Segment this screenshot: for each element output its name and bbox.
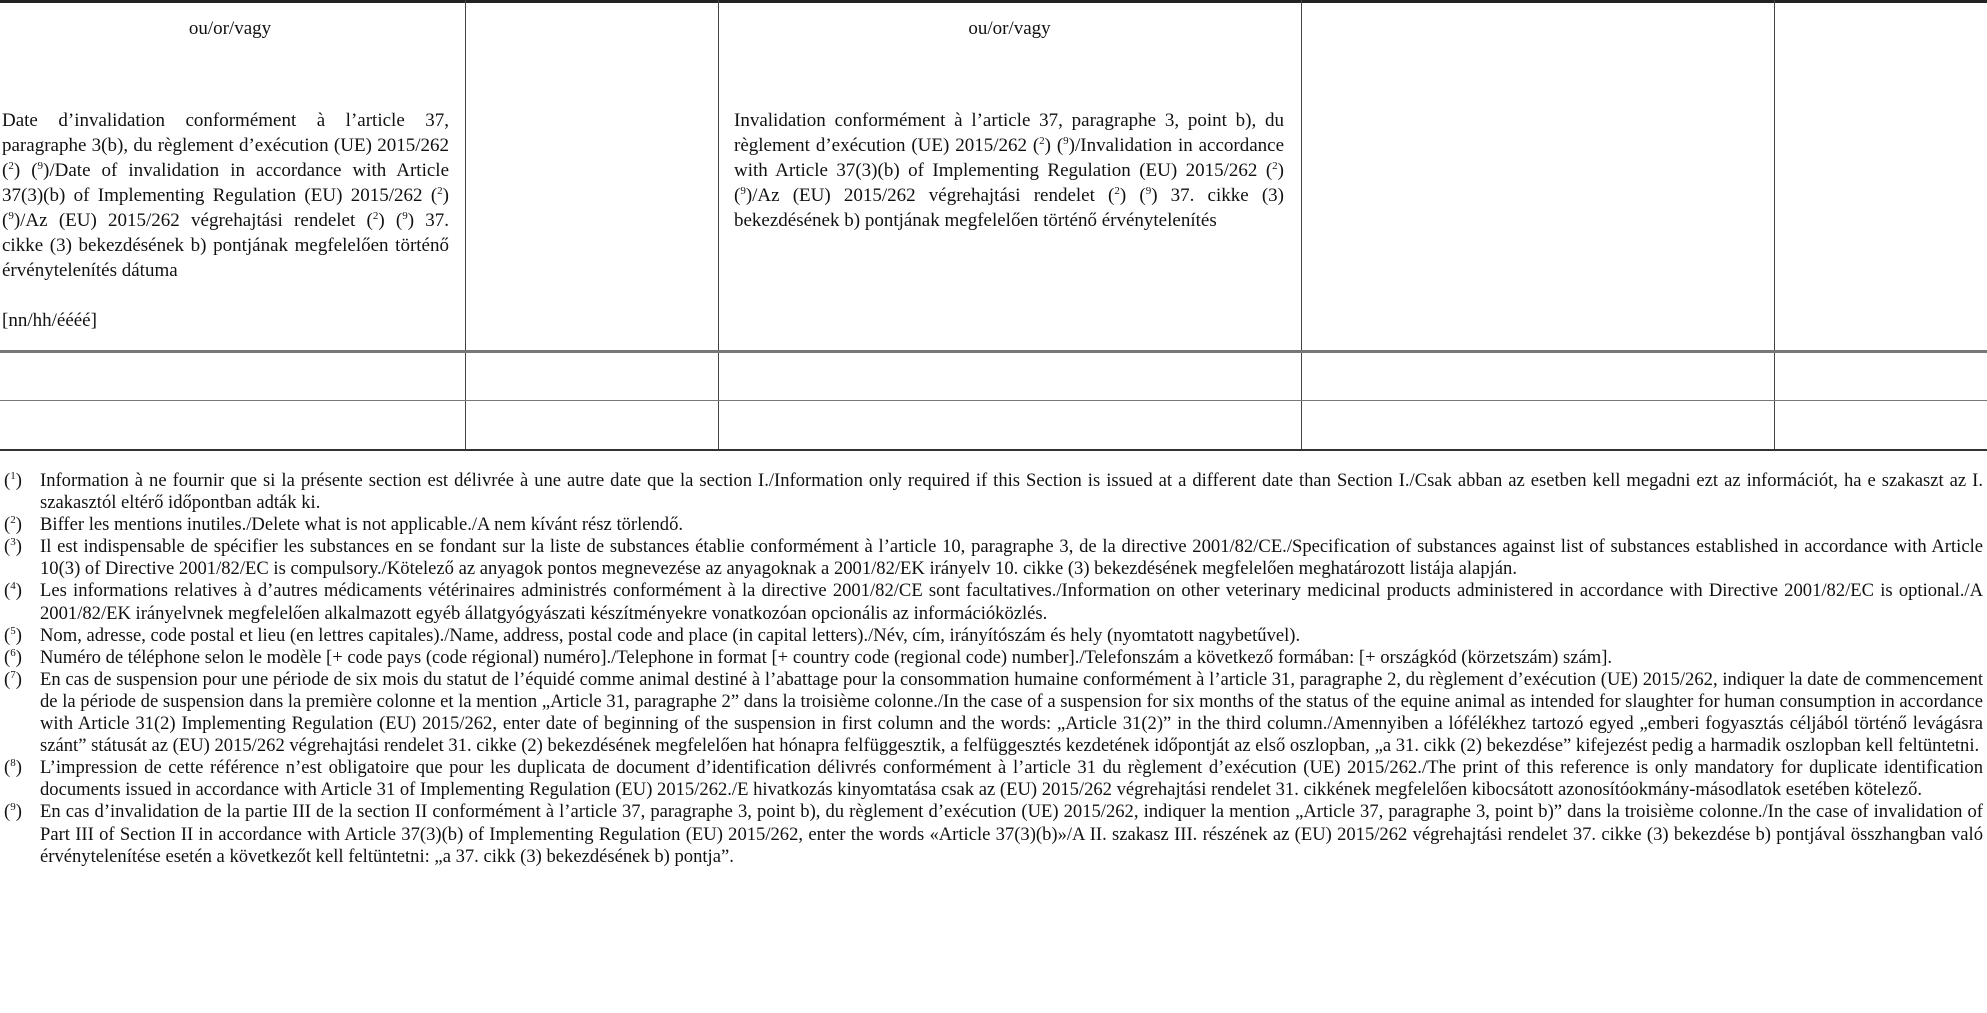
text-run: ) ( (734, 160, 1284, 206)
col3-invalidation-text (734, 108, 1284, 233)
col1-date-format: [nn/hh/éééé] (2, 310, 97, 331)
footnote-item (0, 647, 1983, 669)
text-run: )/Invalidation in accordance with Article 37(3)(b) of Implementing Regulation (EU) 2015/262 ( (734, 135, 1285, 181)
footnote-item (0, 536, 1983, 580)
footnote-ref: 9 (8, 210, 14, 222)
text-run: ) ( (378, 210, 403, 231)
footnote-number-value: 1 (10, 470, 16, 482)
footnote-number-value: 2 (10, 514, 16, 527)
footnote-ref: 2 (1272, 160, 1278, 172)
footnote-item (0, 801, 1983, 867)
column-divider (718, 0, 719, 450)
footnote-number-value: 8 (10, 757, 16, 770)
text-run: ) ( (2, 185, 449, 231)
footnote-number: ($^8$) (4, 757, 22, 779)
table-top-border (0, 0, 1987, 3)
footnote-number-value: 6 (10, 646, 16, 659)
text-run: Invalidation conformément à l’article 37, paragraphe 3, point b), du règlement d’exécution (UE) 2015/262 ( (734, 110, 1284, 156)
text-run: )/Az (EU) 2015/262 végrehajtási rendelet ( (745, 185, 1115, 206)
footnote-ref: 2 (372, 210, 379, 222)
footnote-item (0, 580, 1983, 624)
column-divider (465, 0, 466, 450)
footnote-ref: 9 (740, 185, 746, 197)
footnote-ref: 2 (1039, 135, 1045, 147)
footnote-ref: 9 (37, 160, 44, 172)
footnote-ref: 9 (402, 210, 408, 222)
text-run: ) 37. cikke (3) bekezdésének b) pontjának megfelelően történő érvénytelenítés dátuma (2, 210, 450, 281)
column-divider (1774, 0, 1775, 450)
footnote-text: Il est indispensable de spécifier les substances en se fondant sur la liste de substances établie conformément à l’article 10, paragraphe 3, de la directive 2001/82/CE./Specification of substances against list of substances established in accordance with Article 10(3) of Directive 2001/82/EC is compulsory./Kötelező az anyagok pontos megnevezése az anyagoknak a 2001/82/EK irányelv 10. cikke (3) bekezdésének megfelelően meghatározott listája alapján. (40, 536, 1983, 580)
table-bottom-border (0, 449, 1987, 451)
footnote-text: En cas d’invalidation de la partie III de la section II conformément à l’article 37, paragraphe 3, point b), du règlement d’exécution (UE) 2015/262, indiquer la mention „Article 37, paragraphe 3, point b)” dans la troisième colonne./In the case of invalidation of Part III of Section II in accordance with Article 37(3)(b) of Implementing Regulation (EU) 2015/262, enter the words «Article 37(3)(b)»/A II. szakasz III. részének az (EU) 2015/262 végrehajtási rendelet 37. cikke (3) bekezdése b) pontjával összhangban való érvénytelenítése esetén a következőt kell feltüntetni: „a 37. cikk (3) bekezdésének b) pontja”. (40, 801, 1983, 867)
footnote-number-value: 3 (10, 536, 16, 549)
footnote-item (0, 514, 1983, 536)
row-divider (0, 350, 1987, 353)
footnote-ref: 2 (8, 160, 14, 172)
column-divider (1301, 0, 1302, 450)
footnote-ref: 2 (437, 185, 443, 197)
text-run: ) ( (13, 160, 38, 181)
footnote-text: En cas de suspension pour une période de six mois du statut de l’équidé comme animal destiné à l’abattage pour la consommation humaine conformément à l’article 31, paragraphe 2, du règlement d’exécution (UE) 2015/262, indiquer la date de commencement de la période de suspension dans la première colonne et la mention „Article 31, paragraphe 2” dans la troisième colonne./In the case of a suspension for six months of the status of the equine animal as intended for slaughter for human consumption in accordance with Article 31(2) Implementing Regulation (EU) 2015/262, enter date of beginning of the suspension in first column and the words: „Article 31(2)” in the third column./Amennyiben a lófélékhez tartozó egyed „emberi fogyasztás céljából történő levágásra szánt” státusát az (EU) 2015/262 végrehajtási rendelet 31. cikke (2) bekezdésének megfelelően hat hónapra felfüggesztik, a felfüggesztés kezdetének időpontját az első oszlopban, „a 31. cikk (2) bekezdése” kifejezést pedig a harmadik oszlopban kell feltüntetni. (40, 668, 1983, 757)
col1-invalidation-date-text (2, 108, 449, 283)
footnote-item (0, 669, 1983, 757)
footnote-number-value: 7 (10, 668, 16, 681)
footnote-number-value: 5 (10, 624, 16, 637)
footnote-text: Numéro de téléphone selon le modèle [+ code pays (code régional) numéro]./Telephone in format [+ country code (regional code) number]./Telefonszám a következő formában: [+ országkód (körzetszám) szám]. (40, 646, 1613, 668)
footnote-number-value: 4 (10, 580, 16, 593)
footnotes (0, 470, 1983, 868)
footnote-text: Nom, adresse, code postal et lieu (en lettres capitales)./Name, address, postal code and place (in capital letters)./Név, cím, irányítószám és hely (nyomtatott nagybetűvel). (40, 624, 1301, 646)
footnote-number: ($^1$) (4, 470, 22, 491)
footnote-text: Biffer les mentions inutiles./Delete what is not applicable./A nem kívánt rész törlendő. (40, 514, 684, 536)
footnote-item (0, 470, 1983, 514)
footnote-number: ($^5$) (4, 624, 22, 646)
footnote-ref: 9 (1145, 185, 1152, 197)
footnote-number: ($^3$) (4, 536, 22, 558)
col3-or-label: ou/or/vagy (968, 18, 1051, 39)
row-divider (0, 400, 1987, 401)
footnote-text: Information à ne fournir que si la présente section est délivrée à une autre date que la section I./Information only required if this Section is issued at a different date than Section I./Csak abban az esetben kell megadni ezt az információt, ha e szakaszt az I. szakasztól eltérő időpontban adták ki. (40, 470, 1983, 514)
footnote-number: ($^6$) (4, 646, 22, 668)
footnote-number: ($^9$) (4, 801, 22, 823)
footnote-ref: 2 (1114, 185, 1120, 197)
footnote-item (0, 757, 1983, 801)
footnote-number: ($^2$) (4, 514, 22, 536)
footnote-text: L’impression de cette référence n’est obligatoire que pour les duplicata de document d’identification délivrés conformément à l’article 31 du règlement d’exécution (UE) 2015/262./The print of this reference is only mandatory for duplicate identification documents issued in accordance with Article 31 of Implementing Regulation (EU) 2015/262./E hivatkozás kinyomtatása csak az (EU) 2015/262 végrehajtási rendelet 31. cikkének megfelelően kibocsátott azonosítóokmány-másodlatok esetében kötelező. (40, 757, 1983, 801)
text-run: )/Date of invalidation in accordance with Article 37(3)(b) of Implementing Regulation (EU) 2015/262 ( (2, 160, 450, 206)
footnote-text: Les informations relatives à d’autres médicaments vétérinaires administrés conformément à la directive 2001/82/CE sont facultatives./Information on other veterinary medicinal products administered in accordance with Directive 2001/82/EC is optional./A 2001/82/EK irányelvnek megfelelően alkalmazott egyéb állatgyógyászati készítményekre vonatkozóan opcionális az információközlés. (40, 580, 1983, 624)
text-run: ) 37. cikke (3) bekezdésének b) pontjának megfelelően történő érvénytelenítés (734, 185, 1284, 231)
footnote-number: ($^4$) (4, 580, 22, 602)
text-run: Date d’invalidation conformément à l’article 37, paragraphe 3(b), du règlement d’exécution (UE) 2015/262 ( (2, 110, 449, 181)
footnote-number-value: 9 (10, 801, 16, 814)
footnote-ref: 9 (1063, 135, 1069, 147)
col1-or-label: ou/or/vagy (188, 18, 272, 39)
footnote-item (0, 625, 1983, 647)
text-run: )/Az (EU) 2015/262 végrehajtási rendelet ( (13, 210, 373, 231)
text-run: ) ( (1119, 185, 1146, 206)
footnote-number: ($^7$) (4, 668, 22, 690)
text-run: ) ( (1044, 135, 1064, 156)
